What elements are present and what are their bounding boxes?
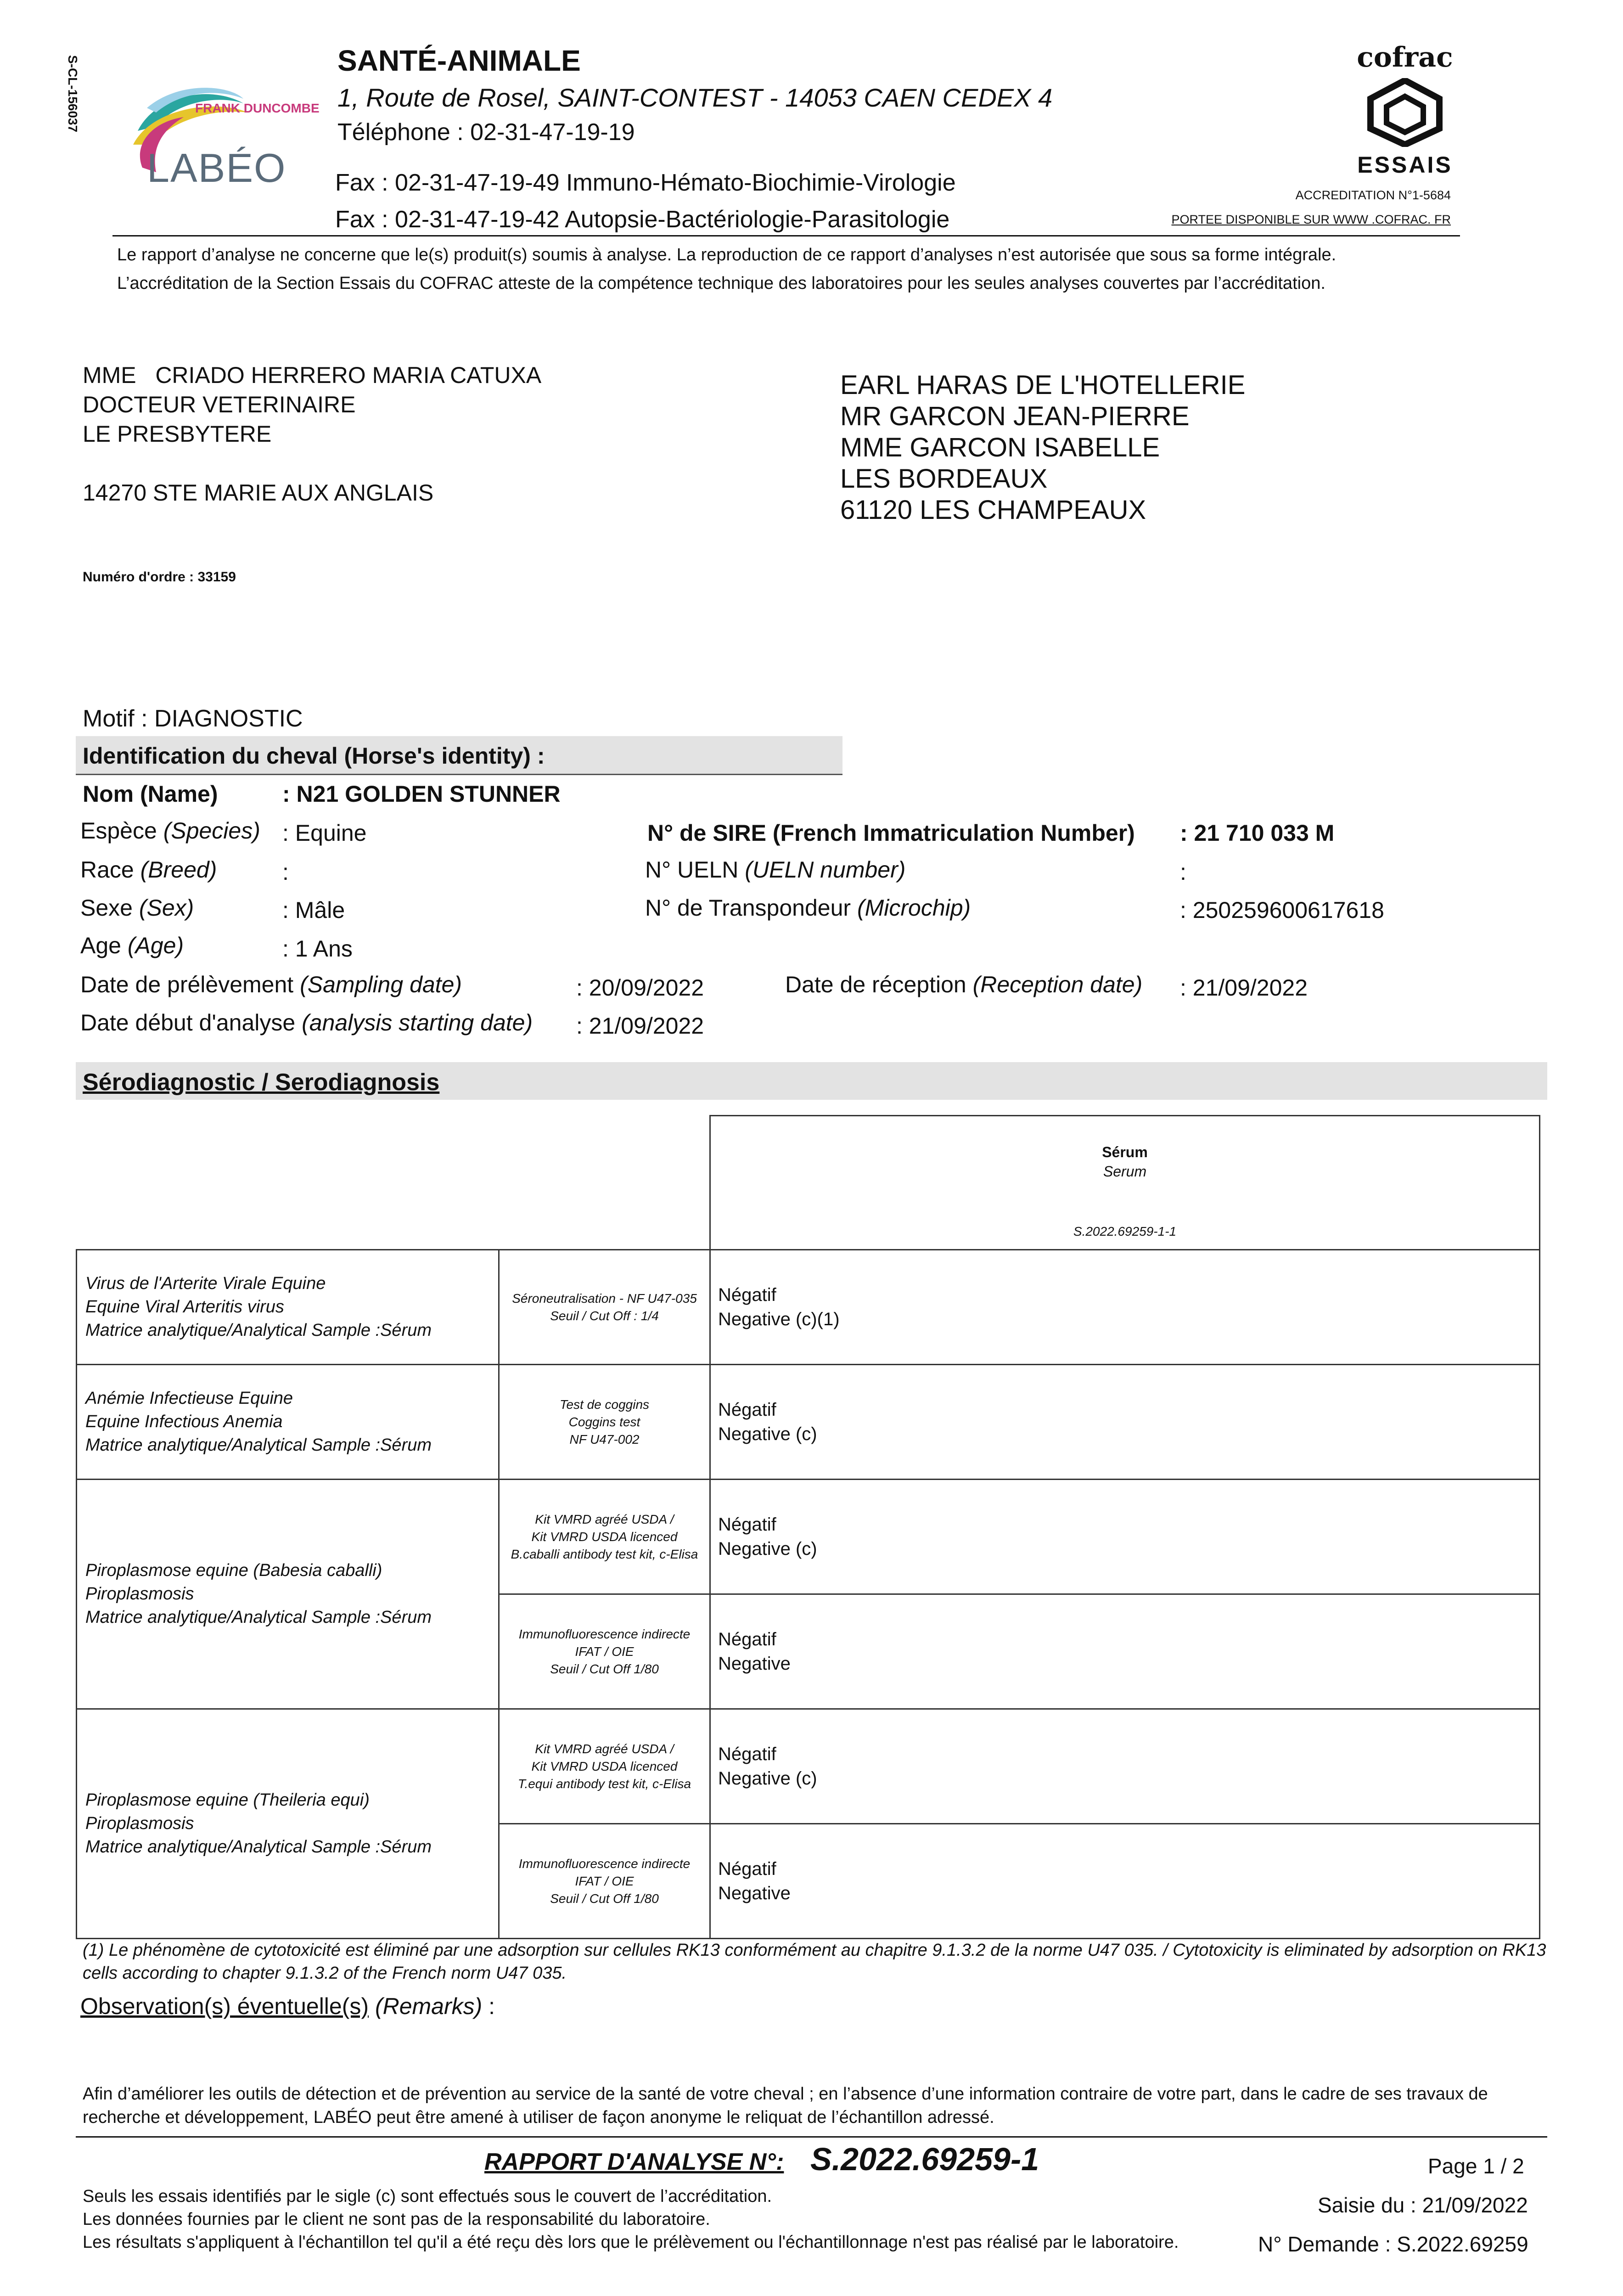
method-line: Seuil / Cut Off : 1/4	[550, 1308, 659, 1323]
labeo-logo	[124, 76, 326, 195]
identification-title: Identification du cheval (Horse's identity) :	[83, 743, 545, 769]
lab-fax-2: Fax : 02-31-47-19-42 Autopsie-Bactériologie-Parasitologie	[335, 206, 950, 233]
owner-line-1: EARL HARAS DE L'HOTELLERIE	[840, 370, 1246, 400]
sex-label-en: (Sex)	[139, 895, 194, 921]
cofrac-hexagon-icon	[1366, 78, 1444, 147]
table-row	[77, 1365, 1540, 1480]
age-label	[80, 932, 184, 959]
result-cell	[710, 1480, 1540, 1594]
vet-street: LE PRESBYTERE	[83, 421, 272, 447]
method-line: IFAT / OIE	[575, 1874, 634, 1888]
empty-header-cell	[77, 1116, 710, 1250]
result-cell	[710, 1250, 1540, 1365]
disclaimer	[117, 241, 1462, 298]
request-number: N° Demande : S.2022.69259	[1258, 2232, 1528, 2256]
method-line: NF U47-002	[569, 1432, 640, 1446]
sampling-label-en: (Sampling date)	[300, 972, 462, 997]
method-line: Immunofluorescence indirecte	[518, 1856, 691, 1871]
legal-notes	[83, 2185, 1179, 2254]
name-label: Nom (Name)	[83, 781, 218, 807]
result-line: Negative	[718, 1883, 791, 1903]
header-divider	[112, 235, 1460, 236]
analysis-label-en: (analysis starting date)	[302, 1010, 533, 1035]
result-line: Négatif	[718, 1399, 776, 1420]
result-line: Negative (c)	[718, 1424, 817, 1444]
reception-label-fr: Date de réception	[785, 972, 966, 997]
result-line: Negative (c)	[718, 1768, 817, 1789]
method-cell	[499, 1709, 710, 1824]
serum-header-cell	[710, 1116, 1540, 1250]
result-line: Négatif	[718, 1514, 776, 1535]
accreditation-number: ACCREDITATION N°1-5684	[1295, 188, 1451, 202]
reception-label-en: (Reception date)	[972, 972, 1143, 997]
method-cell	[499, 1480, 710, 1594]
sampling-date-label	[80, 971, 462, 998]
ueln-label-fr: N° UELN	[645, 857, 739, 883]
results-table	[76, 1115, 1540, 1939]
species-label-fr: Espèce	[80, 818, 157, 844]
result-line: Négatif	[718, 1744, 776, 1764]
owner-line-5: 61120 LES CHAMPEAUX	[840, 495, 1146, 525]
logo-brand: FRANK DUNCOMBE	[195, 101, 320, 115]
result-line: Négatif	[718, 1858, 776, 1879]
breed-label-fr: Race	[80, 857, 134, 883]
remarks	[80, 1993, 495, 2020]
name-value: : N21 GOLDEN STUNNER	[282, 781, 561, 807]
disease-line: Anémie Infectieuse Equine	[85, 1389, 293, 1408]
transponder-label-en: (Microchip)	[857, 895, 971, 921]
analysis-date-label	[80, 1009, 533, 1036]
transponder-label-fr: N° de Transpondeur	[645, 895, 851, 921]
analysis-label-fr: Date début d'analyse	[80, 1010, 296, 1035]
result-line: Negative	[718, 1653, 791, 1674]
legal-line-2: Les données fournies par le client ne sont pas de la responsabilité du laboratoire.	[83, 2210, 710, 2229]
disease-line: Piroplasmosis	[85, 1814, 194, 1833]
result-line: Négatif	[718, 1284, 776, 1305]
species-value: : Equine	[282, 820, 367, 846]
serum-header-en: Serum	[1103, 1163, 1147, 1180]
ueln-value: :	[1180, 859, 1186, 885]
sex-label	[80, 895, 194, 921]
owner-address	[840, 370, 1245, 526]
serum-header-fr: Sérum	[1102, 1144, 1148, 1160]
result-line: Negative (c)	[718, 1538, 817, 1559]
order-number: Numéro d'ordre : 33159	[83, 569, 236, 585]
method-line: Coggins test	[568, 1414, 640, 1429]
ueln-label-en: (UELN number)	[745, 857, 906, 883]
portee-link[interactable]: PORTEE DISPONIBLE SUR WWW .COFRAC. FR	[1171, 213, 1451, 226]
species-label	[80, 817, 260, 844]
disease-line: Piroplasmosis	[85, 1584, 194, 1604]
age-label-fr: Age	[80, 933, 121, 958]
disclaimer-line-2: L’accréditation de la Section Essais du COFRAC atteste de la compétence technique des laboratoires pour les seules analyses couvertes par l’accréditation.	[117, 274, 1325, 293]
cofrac-brand: cofrac	[1357, 41, 1453, 73]
method-line: Séroneutralisation - NF U47-035	[512, 1291, 697, 1306]
method-line: IFAT / OIE	[575, 1644, 634, 1659]
disease-line: Piroplasmose equine (Theileria equi)	[85, 1790, 370, 1810]
remarks-label-en: (Remarks)	[375, 1993, 483, 2019]
transponder-label	[645, 895, 971, 921]
legal-line-3: Les résultats s'appliquent à l'échantillon tel qu'il a été reçu dès lors que le prélèvement ou l'échantillonnage n'est pas réalisé par le laboratoire.	[83, 2233, 1179, 2252]
method-line: Seuil / Cut Off 1/80	[550, 1891, 659, 1906]
sex-value: : Mâle	[282, 897, 345, 923]
disease-line: Matrice analytique/Analytical Sample :Sérum	[85, 1837, 432, 1857]
table-row	[77, 1709, 1540, 1824]
footer-divider	[76, 2136, 1547, 2138]
method-cell	[499, 1824, 710, 1939]
disease-cell	[77, 1480, 499, 1709]
method-line: Kit VMRD USDA licenced	[531, 1529, 678, 1544]
side-code	[60, 55, 87, 174]
research-note: Afin d’améliorer les outils de détection et de prévention au service de la santé de votre cheval ; en l’absence d’une information contraire de votre part, dans le cadre de ses travaux de recherche et développement, LABÉO peut être amené à utiliser de façon anonyme le reliquat de l’échantillon adressé.	[83, 2084, 1488, 2127]
disease-line: Matrice analytique/Analytical Sample :Sérum	[85, 1435, 432, 1455]
method-line: Kit VMRD agréé USDA /	[535, 1741, 674, 1756]
method-line: Test de coggins	[559, 1397, 650, 1412]
disease-cell	[77, 1250, 499, 1365]
remarks-label: Observation(s) éventuelle(s)	[80, 1993, 369, 2019]
age-label-en: (Age)	[127, 933, 184, 958]
sex-label-fr: Sexe	[80, 895, 133, 921]
table-footnote: (1) Le phénomène de cytotoxicité est éliminé par une adsorption sur cellules RK13 conformément au chapitre 9.1.3.2 de la norme U47 035. / Cytotoxicity is eliminated by adsorption on RK13 cells according to chapter 9.1.3.2 of the French norm U47 035.	[83, 1941, 1546, 1983]
lab-address: 1, Route de Rosel, SAINT-CONTEST - 14053 CAEN CEDEX 4	[337, 83, 1053, 112]
species-label-en: (Species)	[163, 818, 260, 844]
method-cell	[499, 1365, 710, 1480]
sampling-label-fr: Date de prélèvement	[80, 972, 294, 997]
disease-line: Piroplasmose equine (Babesia caballi)	[85, 1561, 382, 1580]
method-cell	[499, 1250, 710, 1365]
lab-fax-1: Fax : 02-31-47-19-49 Immuno-Hémato-Biochimie-Virologie	[335, 169, 956, 196]
motif: Motif : DIAGNOSTIC	[83, 705, 303, 732]
result-line: Negative (c)(1)	[718, 1309, 840, 1329]
vet-address	[83, 360, 541, 507]
age-value: : 1 Ans	[282, 936, 353, 962]
method-line: Kit VMRD agréé USDA /	[535, 1512, 674, 1526]
report-label: RAPPORT D'ANALYSE N°:	[484, 2149, 784, 2175]
breed-value: :	[282, 859, 289, 885]
legal-line-1: Seuls les essais identifiés par le sigle (c) sont effectués sous le couvert de l’accréditation.	[83, 2187, 772, 2206]
disease-line: Matrice analytique/Analytical Sample :Sérum	[85, 1608, 432, 1627]
disease-line: Equine Infectious Anemia	[85, 1412, 283, 1431]
vet-city: 14270 STE MARIE AUX ANGLAIS	[83, 480, 434, 506]
breed-label	[80, 856, 217, 883]
disease-line: Equine Viral Arteritis virus	[85, 1297, 284, 1317]
method-line: Seuil / Cut Off 1/80	[550, 1661, 659, 1676]
disease-cell	[77, 1365, 499, 1480]
method-cell	[499, 1594, 710, 1709]
identification-header	[76, 736, 842, 775]
owner-line-4: LES BORDEAUX	[840, 464, 1048, 494]
results-header-row	[77, 1116, 1540, 1250]
report-number: S.2022.69259-1	[810, 2141, 1039, 2177]
lab-title: SANTÉ-ANIMALE	[337, 44, 581, 77]
serodiagnosis-header	[76, 1062, 1547, 1100]
result-cell	[710, 1824, 1540, 1939]
vet-name: MME CRIADO HERRERO MARIA CATUXA	[83, 362, 542, 388]
method-line: T.equi antibody test kit, c-Elisa	[517, 1776, 691, 1791]
disease-line: Virus de l'Arterite Virale Equine	[85, 1274, 326, 1293]
cofrac-logo	[1350, 41, 1460, 179]
logo-name: LABÉO	[147, 145, 286, 191]
sampling-date-value: : 20/09/2022	[576, 975, 704, 1001]
reception-date-label	[785, 971, 1142, 998]
entry-date: Saisie du : 21/09/2022	[1318, 2193, 1528, 2217]
result-cell	[710, 1709, 1540, 1824]
ueln-label	[645, 856, 905, 883]
method-line: Kit VMRD USDA licenced	[531, 1759, 678, 1773]
page-number: Page 1 / 2	[1428, 2154, 1524, 2178]
transponder-value: : 250259600617618	[1180, 897, 1384, 923]
vet-title: DOCTEUR VETERINAIRE	[83, 392, 356, 417]
sample-id: S.2022.69259-1-1	[1073, 1224, 1177, 1238]
remarks-suffix: :	[482, 1993, 495, 2019]
serodiagnosis-title: Sérodiagnostic / Serodiagnosis	[83, 1069, 440, 1096]
method-line: Immunofluorescence indirecte	[518, 1626, 691, 1641]
side-code-text: S-CL-156037	[66, 55, 80, 133]
lab-phone: Téléphone : 02-31-47-19-19	[337, 119, 635, 146]
disease-line: Matrice analytique/Analytical Sample :Sérum	[85, 1321, 432, 1340]
reception-date-value: : 21/09/2022	[1180, 975, 1308, 1001]
result-line: Négatif	[718, 1629, 776, 1649]
owner-line-3: MME GARCON ISABELLE	[840, 433, 1160, 462]
result-cell	[710, 1365, 1540, 1480]
method-line: B.caballi antibody test kit, c-Elisa	[511, 1547, 698, 1561]
breed-label-en: (Breed)	[140, 857, 217, 883]
analysis-date-value: : 21/09/2022	[576, 1013, 704, 1039]
table-row	[77, 1480, 1540, 1594]
disease-cell	[77, 1709, 499, 1939]
table-row	[77, 1250, 1540, 1365]
sire-label: N° de SIRE (French Immatriculation Number)	[647, 820, 1135, 846]
owner-line-2: MR GARCON JEAN-PIERRE	[840, 401, 1190, 431]
sire-value: : 21 710 033 M	[1180, 820, 1335, 846]
disclaimer-line-1: Le rapport d’analyse ne concerne que le(s) produit(s) soumis à analyse. La reproduction de ce rapport d’analyses n’est autorisée que sous sa forme intégrale.	[117, 245, 1337, 264]
result-cell	[710, 1594, 1540, 1709]
cofrac-essais: ESSAIS	[1357, 152, 1453, 178]
